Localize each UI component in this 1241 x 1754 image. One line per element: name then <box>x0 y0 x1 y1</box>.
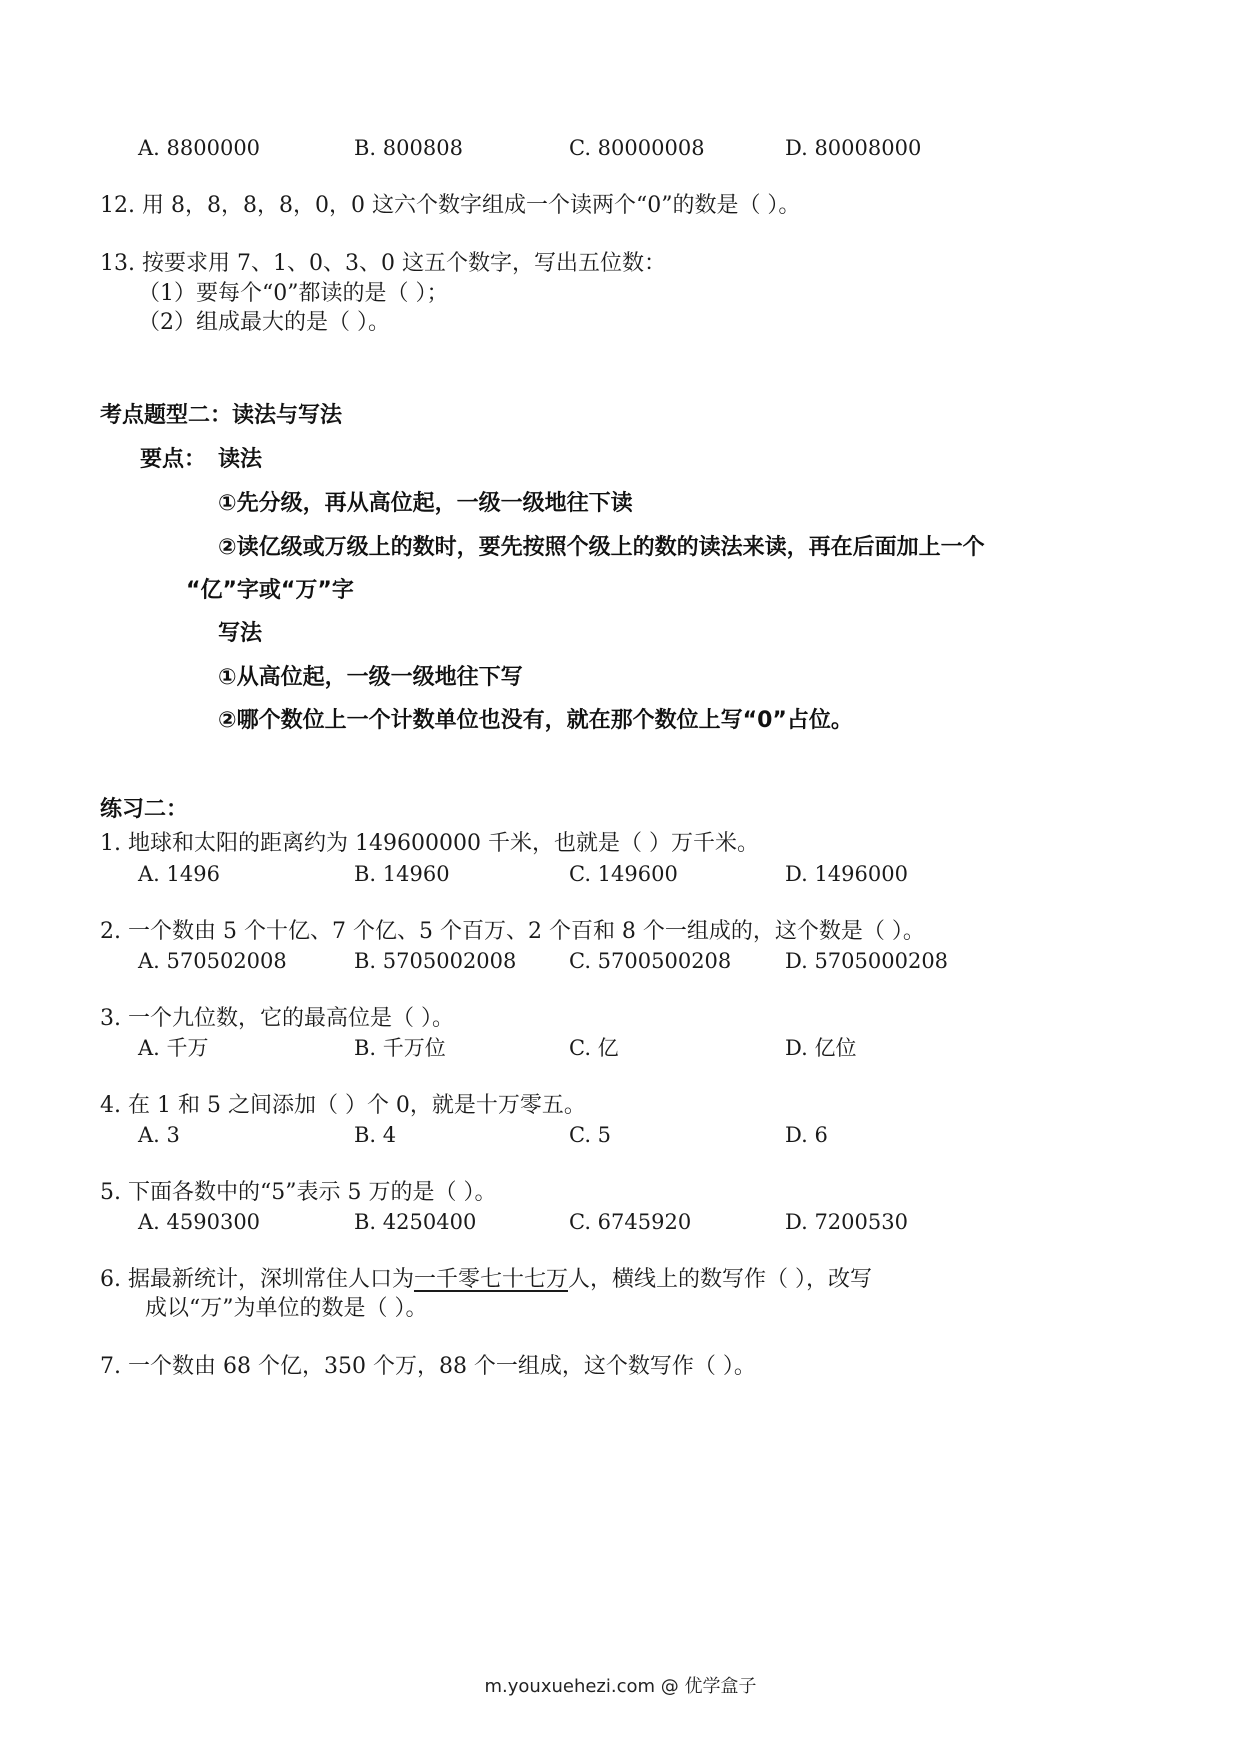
exercise-q1: 1. 地球和太阳的距离约为 149600000 千米，也就是（ ）万千米。 <box>100 831 759 856</box>
q1-option-c: C. 149600 <box>569 862 678 886</box>
q6-underlined-number: 一千零七十七万 <box>413 1267 568 1292</box>
q11-option-a: A. 8800000 <box>138 136 261 160</box>
section-title: 考点题型二：读法与写法 <box>100 403 343 428</box>
q2-option-a: A. 570502008 <box>138 949 287 973</box>
exercise-q4: 4. 在 1 和 5 之间添加（ ）个 0，就是十万零五。 <box>100 1093 586 1118</box>
q4-option-a: A. 3 <box>138 1123 180 1147</box>
q5-option-d: D. 7200530 <box>785 1210 908 1234</box>
q4-option-b: B. 4 <box>354 1123 397 1147</box>
q6-prefix: 6. 据最新统计，深圳常住人口为 <box>100 1267 414 1292</box>
q3-option-b: B. 千万位 <box>354 1036 446 1060</box>
writing-rule-1: ①从高位起，一级一级地往下写 <box>218 665 523 690</box>
question-13-sub2: （2）组成最大的是（ ）。 <box>138 310 390 335</box>
q3-option-a: A. 千万 <box>138 1036 209 1060</box>
exercise-title: 练习二： <box>100 797 189 822</box>
q5-option-a: A. 4590300 <box>138 1210 261 1234</box>
q4-option-c: C. 5 <box>569 1123 612 1147</box>
q11-option-d: D. 80008000 <box>785 136 922 160</box>
question-12: 12. 用 8，8，8，8，0，0 这六个数字组成一个读两个“0”的数是（ ）。 <box>100 193 801 218</box>
reading-method-title: 读法 <box>218 447 263 472</box>
q1-option-a: A. 1496 <box>138 862 220 886</box>
writing-method-title: 写法 <box>218 621 263 646</box>
q3-option-c: C. 亿 <box>569 1036 619 1060</box>
q5-option-b: B. 4250400 <box>354 1210 477 1234</box>
q2-option-d: D. 5705000208 <box>785 949 949 973</box>
q11-option-c: C. 80000008 <box>569 136 705 160</box>
reading-rule-2: ②读亿级或万级上的数时，要先按照个级上的数的读法来读，再在后面加上一个 <box>218 535 985 560</box>
exercise-q5: 5. 下面各数中的“5”表示 5 万的是（ ）。 <box>100 1180 497 1205</box>
writing-rule-2: ②哪个数位上一个计数单位也没有，就在那个数位上写“0”占位。 <box>218 708 853 733</box>
question-13-sub1: （1）要每个“0”都读的是（ ）； <box>138 281 449 306</box>
q1-option-d: D. 1496000 <box>785 862 908 886</box>
q11-option-b: B. 800808 <box>354 136 463 160</box>
exercise-q3: 3. 一个九位数，它的最高位是（ ）。 <box>100 1006 454 1031</box>
q3-option-d: D. 亿位 <box>785 1036 857 1060</box>
q4-option-d: D. 6 <box>785 1123 828 1147</box>
reading-rule-2-cont: “亿”字或“万”字 <box>186 578 354 603</box>
footer-watermark: m.youxuehezi.com @ 优学盒子 <box>484 1676 757 1697</box>
key-points-label: 要点： <box>140 447 207 472</box>
q1-option-b: B. 14960 <box>354 862 450 886</box>
exercise-q2: 2. 一个数由 5 个十亿、7 个亿、5 个百万、2 个百和 8 个一组成的，这个数是（ ）。 <box>100 919 925 944</box>
question-13-stem: 13. 按要求用 7、1、0、3、0 这五个数字，写出五位数： <box>100 251 666 276</box>
exercise-q6-line2: 成以“万”为单位的数是（ ）。 <box>145 1296 428 1321</box>
q2-option-c: C. 5700500208 <box>569 949 732 973</box>
exercise-q6 <box>100 1266 872 1294</box>
q2-option-b: B. 5705002008 <box>354 949 517 973</box>
exercise-q7: 7. 一个数由 68 个亿，350 个万，88 个一组成，这个数写作（ ）。 <box>100 1354 756 1379</box>
q5-option-c: C. 6745920 <box>569 1210 692 1234</box>
reading-rule-1: ①先分级，再从高位起，一级一级地往下读 <box>218 491 633 516</box>
q6-suffix: 人，横线上的数写作（ ），改写 <box>568 1267 872 1292</box>
